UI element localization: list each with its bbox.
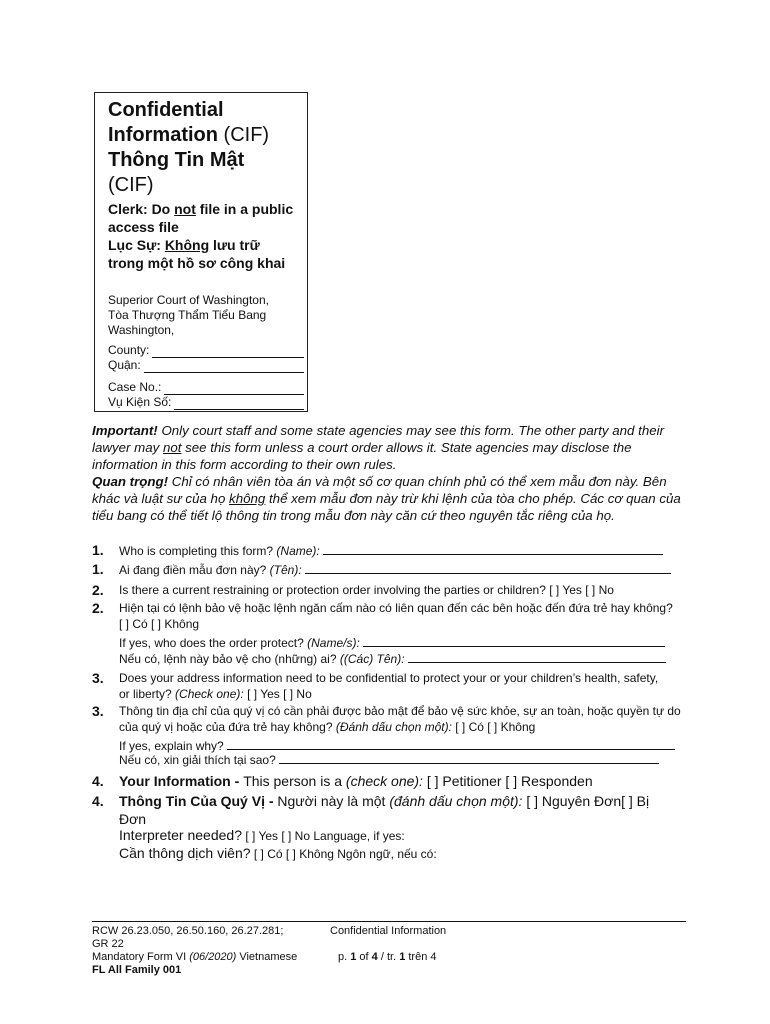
name-input[interactable] [323,542,663,555]
explain-input-vn[interactable] [279,751,659,764]
page-number: p. 1 of 4 / tr. 1 trên 4 [338,951,437,963]
name-input-vn[interactable] [305,561,671,574]
county-field[interactable]: County: Quận: [108,343,304,373]
clerk-notice: Clerk: Do not file in a public access file Lục Sự: Không lưu trữ trong một hồ sơ công khai [108,201,294,271]
protected-names-input-vn[interactable] [408,650,666,663]
important-notice: Important! Only court staff and some state agencies may see this form. The other party and their lawyer may not see this form unless a court order allows it. State agencies may disclose the information in this form according to their own rules. Quan trọng! Chỉ có nhân viên tòa án và một số cơ quan chính phủ có thể xem mẫu đơn này. Bên khác và luật sư của họ không thể xem mẫu đơn này trừ khi lệnh của tòa cho phép. Các cơ quan của tiểu bang có thể tiết lộ thông tin trong mẫu đơn này căn cứ theo nguyên tắc riêng của họ. [92,423,681,523]
case-number-field[interactable]: Case No.: Vụ Kiện Số: [108,380,304,410]
cif-title: Confidential Information (CIF) Thông Tin Mật (CIF) [108,99,270,196]
footer-left: RCW 26.23.050, 26.50.160, 26.27.281; GR 22 Mandatory Form VI (06/2020) Vietnamese FL All Family 001 [92,925,298,976]
explain-input[interactable] [227,737,675,750]
footer-divider [92,921,686,922]
protected-names-input[interactable] [363,634,665,647]
court-name: Superior Court of Washington, Tòa Thượng Thẩm Tiểu Bang Washington, [108,293,269,337]
footer-title: Confidential Information [330,925,447,937]
